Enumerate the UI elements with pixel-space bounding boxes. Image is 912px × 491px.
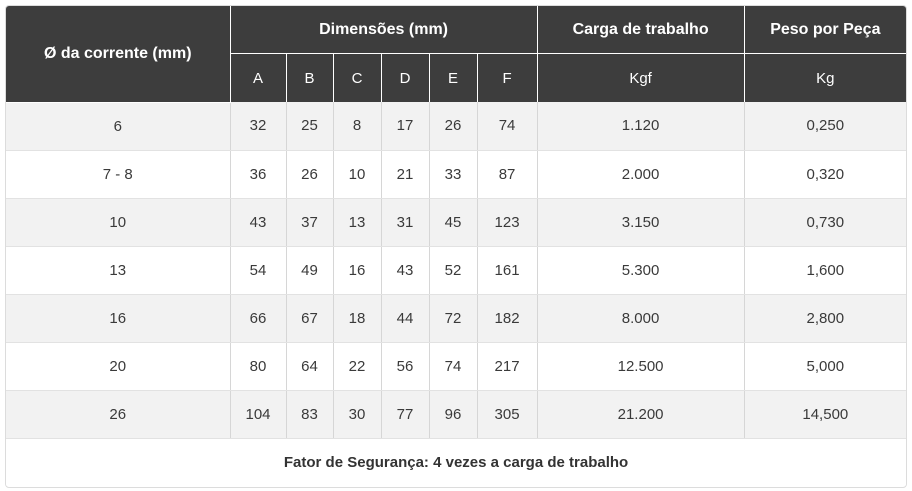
cell-diameter: 26: [6, 390, 230, 438]
cell-dim-f: 182: [477, 294, 537, 342]
cell-dim-a: 43: [230, 198, 286, 246]
cell-working-load: 1.120: [537, 102, 744, 150]
header-working-load: Carga de trabalho: [537, 6, 744, 54]
header-dim-e: E: [429, 54, 477, 103]
cell-dim-b: 25: [286, 102, 333, 150]
header-dim-f: F: [477, 54, 537, 103]
cell-dim-f: 305: [477, 390, 537, 438]
cell-dim-e: 33: [429, 150, 477, 198]
table-row: [6, 150, 906, 198]
cell-dim-b: 26: [286, 150, 333, 198]
cell-dim-b: 64: [286, 342, 333, 390]
cell-dim-f: 217: [477, 342, 537, 390]
cell-dim-f: 74: [477, 102, 537, 150]
cell-dim-e: 96: [429, 390, 477, 438]
cell-dim-d: 43: [381, 246, 429, 294]
cell-weight: 5,000: [744, 342, 906, 390]
cell-dim-e: 72: [429, 294, 477, 342]
cell-diameter: 16: [6, 294, 230, 342]
cell-dim-c: 10: [333, 150, 381, 198]
cell-dim-f: 161: [477, 246, 537, 294]
cell-diameter: 6: [6, 102, 230, 150]
cell-weight: 0,250: [744, 102, 906, 150]
cell-working-load: 2.000: [537, 150, 744, 198]
cell-dim-f: 123: [477, 198, 537, 246]
header-dimensions: Dimensões (mm): [230, 6, 537, 54]
header-weight-per-piece: Peso por Peça: [744, 6, 906, 54]
cell-dim-c: 30: [333, 390, 381, 438]
cell-dim-d: 77: [381, 390, 429, 438]
cell-dim-c: 22: [333, 342, 381, 390]
table-row: [6, 342, 906, 390]
cell-dim-d: 44: [381, 294, 429, 342]
cell-weight: 0,320: [744, 150, 906, 198]
cell-working-load: 3.150: [537, 198, 744, 246]
cell-dim-c: 8: [333, 102, 381, 150]
cell-weight: 2,800: [744, 294, 906, 342]
cell-diameter: 13: [6, 246, 230, 294]
cell-working-load: 12.500: [537, 342, 744, 390]
cell-dim-a: 66: [230, 294, 286, 342]
spec-table-container: [5, 5, 907, 488]
cell-dim-e: 52: [429, 246, 477, 294]
cell-weight: 14,500: [744, 390, 906, 438]
table-row: [6, 390, 906, 438]
cell-dim-a: 54: [230, 246, 286, 294]
header-chain-diameter: Ø da corrente (mm): [6, 6, 230, 102]
chain-spec-table: [6, 6, 906, 486]
header-dim-c: C: [333, 54, 381, 103]
cell-dim-a: 104: [230, 390, 286, 438]
cell-working-load: 5.300: [537, 246, 744, 294]
header-row-main: [6, 6, 906, 54]
cell-diameter: 7 - 8: [6, 150, 230, 198]
cell-dim-e: 26: [429, 102, 477, 150]
table-row: [6, 102, 906, 150]
cell-dim-d: 31: [381, 198, 429, 246]
cell-working-load: 21.200: [537, 390, 744, 438]
cell-dim-c: 13: [333, 198, 381, 246]
table-row: [6, 246, 906, 294]
cell-diameter: 20: [6, 342, 230, 390]
cell-dim-c: 18: [333, 294, 381, 342]
safety-factor-note: Fator de Segurança: 4 vezes a carga de trabalho: [6, 438, 906, 486]
cell-dim-c: 16: [333, 246, 381, 294]
header-dim-d: D: [381, 54, 429, 103]
cell-dim-e: 74: [429, 342, 477, 390]
cell-working-load: 8.000: [537, 294, 744, 342]
cell-diameter: 10: [6, 198, 230, 246]
cell-dim-b: 67: [286, 294, 333, 342]
footer-row: [6, 438, 906, 486]
header-dim-b: B: [286, 54, 333, 103]
cell-dim-b: 49: [286, 246, 333, 294]
cell-dim-d: 56: [381, 342, 429, 390]
cell-dim-e: 45: [429, 198, 477, 246]
header-dim-a: A: [230, 54, 286, 103]
table-row: [6, 198, 906, 246]
cell-dim-a: 36: [230, 150, 286, 198]
header-working-load-unit: Kgf: [537, 54, 744, 103]
cell-dim-a: 32: [230, 102, 286, 150]
cell-weight: 1,600: [744, 246, 906, 294]
cell-weight: 0,730: [744, 198, 906, 246]
table-row: [6, 294, 906, 342]
header-weight-unit: Kg: [744, 54, 906, 103]
cell-dim-d: 21: [381, 150, 429, 198]
cell-dim-b: 83: [286, 390, 333, 438]
cell-dim-b: 37: [286, 198, 333, 246]
cell-dim-f: 87: [477, 150, 537, 198]
cell-dim-d: 17: [381, 102, 429, 150]
cell-dim-a: 80: [230, 342, 286, 390]
